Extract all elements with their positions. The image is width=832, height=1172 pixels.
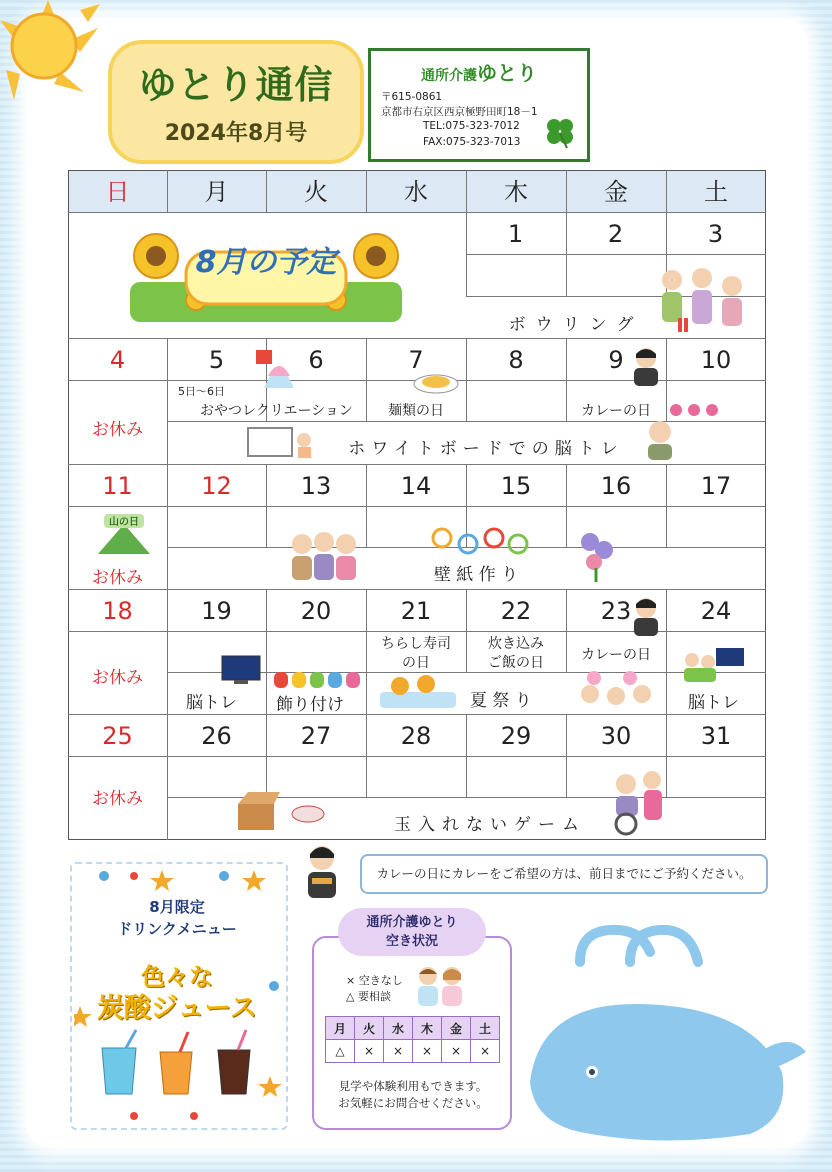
day-30: 30 [600,722,632,750]
weekday-sun: 日 [105,178,130,206]
festival-game-icon [378,672,458,712]
day-5: 5 [208,346,225,374]
weekday-thu: 木 [504,178,528,206]
newsletter-issue: 2024年8月号 [164,121,308,146]
office-fax: FAX:075-323-7013 [423,136,521,148]
vacancy-day-wed: 水 [384,1017,413,1040]
fireworks-icon [426,524,530,560]
vacancy-note-1: 見学や体験利用もできます。 [338,1079,488,1093]
event-takikomi-day: ご飯の日 [488,655,544,671]
paper-lantern-icon [272,670,362,690]
drink-menu-title-1: 8月限定 [149,898,205,916]
day-18: 18 [102,597,133,625]
off-day-week2: お休み [92,420,143,440]
vacancy-day-sat: 土 [471,1017,500,1040]
day-14: 14 [400,472,432,500]
vacancy-status-fri: × [442,1040,471,1063]
event-chirashi-sushi: ちらし寿司 [381,636,451,652]
grid-line [167,421,168,464]
clover-icon [543,115,577,149]
event-whiteboard-brain: ホワイトボードでの脳トレ [348,439,624,459]
office-name-main: ゆとり [477,61,537,85]
day-1: 1 [507,220,524,248]
vacancy-status-sat: × [471,1040,500,1063]
day-19: 19 [201,597,232,625]
hydrangea-icon [576,528,618,584]
day-10: 10 [700,346,732,374]
wheelchair-care-icon [606,768,672,836]
tv-icon [218,654,264,686]
day-16: 16 [600,472,632,500]
staff-woman-icon [300,842,356,900]
seniors-group-icon [288,530,360,584]
day-23: 23 [600,597,632,625]
vacancy-day-mon: 月 [326,1017,355,1040]
grid-line [68,714,766,715]
event-ball-game: 玉入れないゲーム [394,815,586,835]
day-8: 8 [508,346,524,374]
vacancy-title-1: 通所介護ゆとり [366,915,458,930]
day-31: 31 [700,722,732,750]
grid-line [68,464,766,465]
vacancy-legend-none: × 空きなし [346,974,403,987]
soda-glasses-icon [96,1028,260,1098]
seagull-icon [600,60,760,170]
event-snack-recreation: おやつレクリエーション [200,403,353,419]
weekday-mon: 月 [204,178,229,206]
vacancy-status-wed: × [384,1040,413,1063]
day-28: 28 [400,722,432,750]
festival-crowd-icon [570,670,664,712]
event-brain-training-2: 脳トレ [688,693,739,713]
office-name [371,57,587,86]
office-postal: 〒615-0861 [381,91,443,103]
off-day-week3: お休み [92,568,143,588]
event-chirashi-sushi-day: の日 [402,655,430,671]
office-tel: TEL:075-323-7012 [423,120,520,132]
people-watching-tv-icon [682,644,746,684]
vacancy-note-2: お気軽にお問合せください。 [338,1096,488,1110]
event-wallpaper: 壁 紙 作 り [433,565,519,585]
vacancy-title-2: 空き状況 [385,934,438,949]
day-26: 26 [201,722,232,750]
whale-icon [520,922,810,1148]
office-prefix: 通所介護 [421,68,477,84]
mountain-day-label: 山の日 [109,517,139,528]
grid-line [68,338,766,339]
schedule-banner: 8月の予定 [195,245,337,280]
event-snack-date: 5日～6日 [178,385,225,398]
weekday-wed: 水 [404,178,428,206]
drink-menu-title-2: ドリンクメニュー [117,920,237,938]
day-22: 22 [500,597,532,625]
day-12: 12 [201,472,232,500]
event-curry-day: カレーの日 [581,403,651,419]
off-day-week5: お休み [92,789,143,809]
day-2: 2 [607,220,624,248]
elderly-man-icon [640,418,680,462]
newsletter-title-box [108,40,364,164]
event-summer-festival: 夏 祭 り [470,691,532,711]
event-curry-day-2: カレーの日 [581,647,651,663]
event-takikomi: 炊き込み [488,636,544,652]
day-21: 21 [400,597,432,625]
day-15: 15 [500,472,532,500]
vacancy-day-tue: 火 [355,1017,384,1040]
vacancy-legend-consult: △ 要相談 [346,990,391,1003]
day-20: 20 [300,597,332,625]
day-9: 9 [608,346,624,374]
vacancy-title [338,908,486,956]
day-25: 25 [102,722,133,750]
event-bowling: ボウリング [508,315,644,335]
elderly-people-icon [654,266,754,336]
staff-pair-icon [414,964,468,1008]
day-6: 6 [308,346,324,374]
noodle-dish-icon [412,370,460,394]
weekday-tue: 火 [304,178,328,206]
day-4: 4 [109,346,126,374]
grid-line [68,589,766,590]
grid-line [68,212,766,213]
office-address: 京都市右京区西京極野田町18－1 [381,106,538,118]
day-13: 13 [300,472,332,500]
weekday-sat: 土 [704,178,728,206]
vacancy-status-mon: △ [326,1040,355,1063]
event-decoration: 飾り付け [276,695,344,715]
vacancy-table [325,1016,500,1063]
newsletter-title: ゆとり通信 [138,63,334,107]
grid-line [68,506,766,507]
day-27: 27 [300,722,332,750]
weekday-fri: 金 [604,178,628,206]
day-24: 24 [700,597,732,625]
day-17: 17 [700,472,732,500]
drink-menu-item-1: 色々な [141,963,213,991]
drink-menu-item-2: 炭酸ジュース [96,993,258,1024]
staff-serving-icon [628,346,664,388]
event-brain-training-1: 脳トレ [186,693,237,713]
grid-line [68,756,766,757]
day-7: 7 [408,346,424,374]
vacancy-day-fri: 金 [442,1017,471,1040]
event-noodle-day: 麺類の日 [388,403,444,419]
vacancy-status-tue: × [355,1040,384,1063]
vacancy-status-thu: × [413,1040,442,1063]
office-info-box [368,48,590,162]
whiteboard-icon [246,426,316,460]
day-11: 11 [102,472,133,500]
staff-serving-icon [628,596,664,640]
day-29: 29 [500,722,532,750]
curry-reservation-notice: カレーの日にカレーをご希望の方は、前日までにご予約ください。 [360,854,768,894]
grid-line [466,254,766,255]
day-3: 3 [707,220,724,248]
shaved-ice-icon [254,348,304,392]
vacancy-day-thu: 木 [413,1017,442,1040]
off-day-week4: お休み [92,668,143,688]
cardboard-box-icon [234,790,330,832]
